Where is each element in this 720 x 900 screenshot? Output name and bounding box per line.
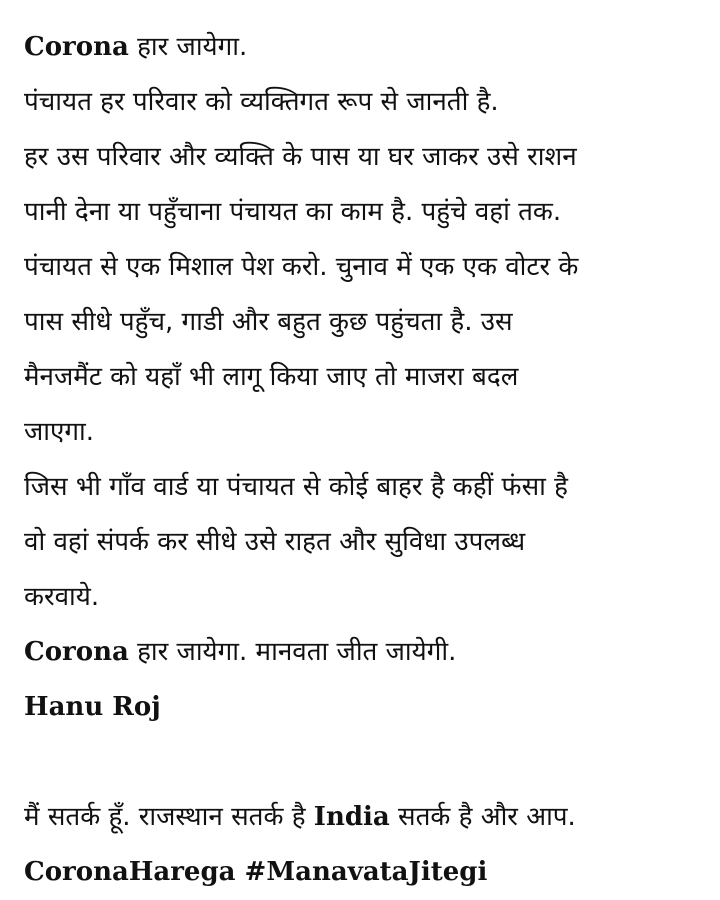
text-line-9: जिस भी गाँव वार्ड या पंचायत से कोई बाहर है कहीं फंसा है: [24, 472, 568, 502]
line-text: हार जायेगा. मानवता जीत जायेगी.: [128, 637, 457, 667]
text-line-3: हर उस परिवार और व्यक्ति के पास या घर जाकर उसे राशन: [24, 142, 577, 172]
text-line-2: पंचायत हर परिवार को व्यक्तिगत रूप से जानती है.: [24, 87, 499, 117]
text-line-7: मैनजमैंट को यहाँ भी लागू किया जाए तो माजरा बदल: [24, 362, 519, 392]
blank-line: [24, 735, 704, 790]
text-line-11: करवाये.: [24, 582, 100, 612]
line-text: हार जायेगा.: [128, 32, 248, 62]
hashtags: CoronaHarega #ManavataJitegi: [24, 857, 488, 887]
text-line-1: [24, 20, 704, 75]
closing-text-1: मैं सतर्क हूँ. राजस्थान सतर्क है: [24, 802, 314, 832]
text-line-4: पानी देना या पहुँचाना पंचायत का काम है. पहुंचे वहां तक.: [24, 197, 562, 227]
signature: Hanu Roj: [24, 692, 161, 722]
india-word: India: [313, 802, 390, 832]
text-line-6: पास सीधे पहुँच, गाडी और बहुत कुछ पहुंचता है. उस: [24, 307, 513, 337]
document-body: [24, 20, 704, 900]
text-line-10: वो वहां संपर्क कर सीधे उसे राहत और सुविधा उपलब्ध: [24, 527, 526, 557]
corona-word: Corona: [24, 32, 129, 62]
text-line-8: जाएगा.: [24, 417, 95, 447]
closing-text-2: सतर्क है और आप.: [389, 802, 576, 832]
closing-line: [24, 790, 704, 845]
text-line-5: पंचायत से एक मिशाल पेश करो. चुनाव में एक एक वोटर के: [24, 252, 579, 282]
text-line-12: [24, 625, 704, 680]
corona-word: Corona: [24, 637, 129, 667]
